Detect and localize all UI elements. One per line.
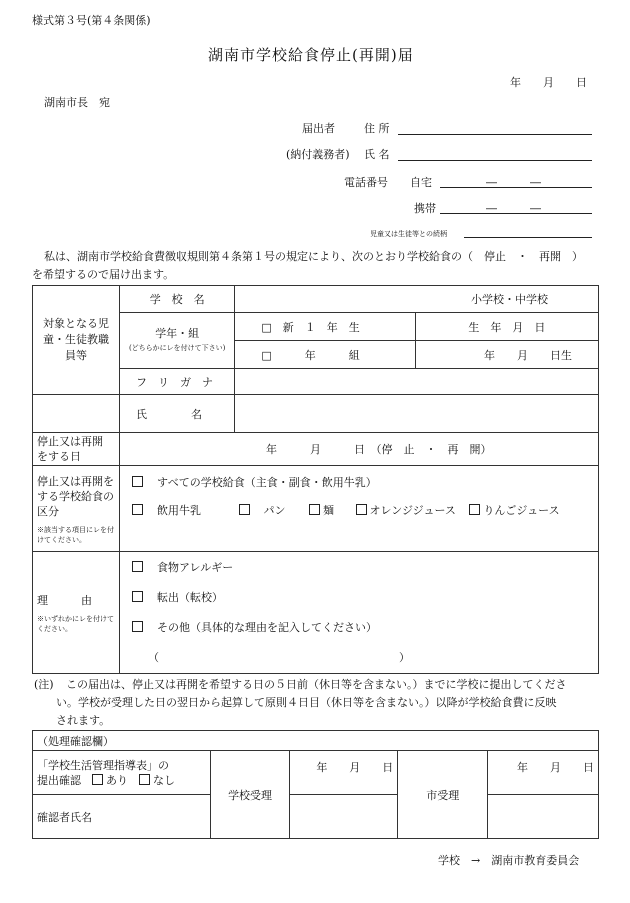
furigana-label: フ リ ガ ナ xyxy=(120,369,235,395)
home-phone-field[interactable] xyxy=(440,187,592,188)
guideline-yes-option[interactable]: あり xyxy=(92,774,128,787)
meal-category-label: 停止又は再開をする学校給食の区分 ※該当する項目にレを付けてください。 xyxy=(33,466,120,552)
target-label-cont xyxy=(33,395,120,433)
processing-title: （処理確認欄） xyxy=(33,731,599,751)
city-receipt-date[interactable]: 年 月 日 xyxy=(488,751,599,795)
note-line1: この届出は、停止又は再開を希望する日の５日前（休日等を含まない。）までに学校に提出してくださ xyxy=(66,678,567,691)
checkbox-icon[interactable] xyxy=(309,504,320,515)
stop-resume-date-field[interactable]: 年 月 日 （停 止 ・ 再 開） xyxy=(120,433,599,466)
form-title: 湖南市学校給食停止(再開)届 xyxy=(208,46,414,64)
phone-label: 電話番号 xyxy=(344,176,388,189)
notifier-label: 届出者 xyxy=(302,122,335,135)
allergy-option[interactable]: 食物アレルギー xyxy=(132,553,594,583)
name-label: 氏 名 xyxy=(364,148,390,161)
checkbox-icon[interactable] xyxy=(132,504,143,515)
address-field[interactable] xyxy=(398,134,592,135)
other-reason-field[interactable]: （ ） xyxy=(148,650,410,664)
relation-label: 児童又は生徒等との続柄 xyxy=(370,230,447,238)
furigana-field[interactable] xyxy=(235,369,599,395)
other-option[interactable]: その他（具体的な理由を記入してください） xyxy=(132,613,594,643)
grade-class-option[interactable]: □ 年 組 xyxy=(235,341,415,369)
all-meals-option[interactable]: すべての学校給食（主食・副食・飲用牛乳） xyxy=(132,474,594,502)
name-field[interactable] xyxy=(398,160,592,161)
checkbox-icon[interactable] xyxy=(139,774,150,785)
birth-date-label: 生 年 月 日 xyxy=(415,313,598,341)
note-line2: い。学校が受理した日の翌日から起算して原則４日目（休日等を含まない。）以降が学校給食費に反映 xyxy=(56,696,557,709)
checkbox-icon[interactable] xyxy=(132,561,143,572)
main-form-table xyxy=(32,285,599,674)
reason-note: ※いずれかにレを付けてください。 xyxy=(37,614,114,633)
guideline-check: 「学校生活管理指導表」の 提出確認 あり なし xyxy=(33,751,211,795)
new-first-grade-option[interactable]: □ 新 １ 年 生 xyxy=(235,313,415,341)
milk-option[interactable]: 飲用牛乳 xyxy=(132,504,201,517)
checkbox-icon[interactable] xyxy=(92,774,103,785)
stop-resume-date-label: 停止又は再開をする日 xyxy=(33,433,120,466)
reason-options xyxy=(120,552,599,674)
relation-field[interactable] xyxy=(464,237,592,238)
city-receipt-label: 市受理 xyxy=(398,751,488,839)
addressee: 湖南市長 宛 xyxy=(44,96,110,109)
reason-label: 理 由 xyxy=(37,593,92,607)
school-name-label: 学 校 名 xyxy=(120,286,235,313)
note-label: (注) xyxy=(34,678,54,691)
form-number: 様式第３号(第４条関係) xyxy=(32,14,151,27)
checkbox-icon[interactable] xyxy=(132,591,143,602)
orange-juice-option[interactable]: オレンジジュース xyxy=(356,504,456,517)
checkbox-icon[interactable] xyxy=(356,504,367,515)
student-name-field[interactable] xyxy=(235,395,599,433)
school-receipt-date[interactable]: 年 月 日 xyxy=(290,751,398,795)
item-options-row xyxy=(132,502,594,518)
checkbox-icon[interactable] xyxy=(132,476,143,487)
confirmer-name-label: 確認者氏名 xyxy=(33,795,211,839)
school-name-field[interactable]: 小学校・中学校 xyxy=(235,286,599,313)
city-receipt-stamp[interactable] xyxy=(488,795,599,839)
checkbox-icon[interactable] xyxy=(239,504,250,515)
apple-juice-option[interactable]: りんごジュース xyxy=(469,504,559,517)
target-label: 対象となる児童・生徒教職員等 xyxy=(33,286,120,395)
school-receipt-stamp[interactable] xyxy=(290,795,398,839)
home-label: 自宅 xyxy=(410,176,432,189)
transfer-option[interactable]: 転出（転校） xyxy=(132,583,594,613)
reason-label-cell xyxy=(33,552,120,674)
statement-line1: 私は、湖南市学校給食費徴収規則第４条第１号の規定により、次のとおり学校給食の（ 停止 ・ 再開 ） xyxy=(44,250,583,263)
checkbox-icon[interactable] xyxy=(132,621,143,632)
payer-label: (納付義務者) xyxy=(286,148,350,161)
checkbox-icon[interactable] xyxy=(469,504,480,515)
note-line3: されます。 xyxy=(56,714,111,727)
school-receipt-label: 学校受理 xyxy=(210,751,290,839)
meal-category-options xyxy=(120,466,599,552)
mobile-label: 携帯 xyxy=(414,202,436,215)
mobile-phone-field[interactable] xyxy=(440,213,592,214)
statement-line2: を希望するので届け出ます。 xyxy=(32,268,175,281)
address-label: 住 所 xyxy=(364,122,390,135)
guideline-no-option[interactable]: なし xyxy=(139,774,175,787)
submission-date: 年 月 日 xyxy=(510,76,587,89)
noodles-option[interactable]: 麺 xyxy=(309,504,334,517)
mobile-dash: ― ― xyxy=(486,202,541,215)
grade-class-label: 学年・組 (どちらかにレを付けて下さい) xyxy=(120,313,235,369)
routing-flow: 学校 → 湖南市教育委員会 xyxy=(438,854,580,867)
home-dash: ― ― xyxy=(486,176,541,189)
bread-option[interactable]: パン xyxy=(239,504,286,517)
processing-table xyxy=(32,730,599,839)
student-name-label: 氏 名 xyxy=(120,395,235,433)
birth-date-field[interactable]: 年 月 日生 xyxy=(415,341,598,369)
